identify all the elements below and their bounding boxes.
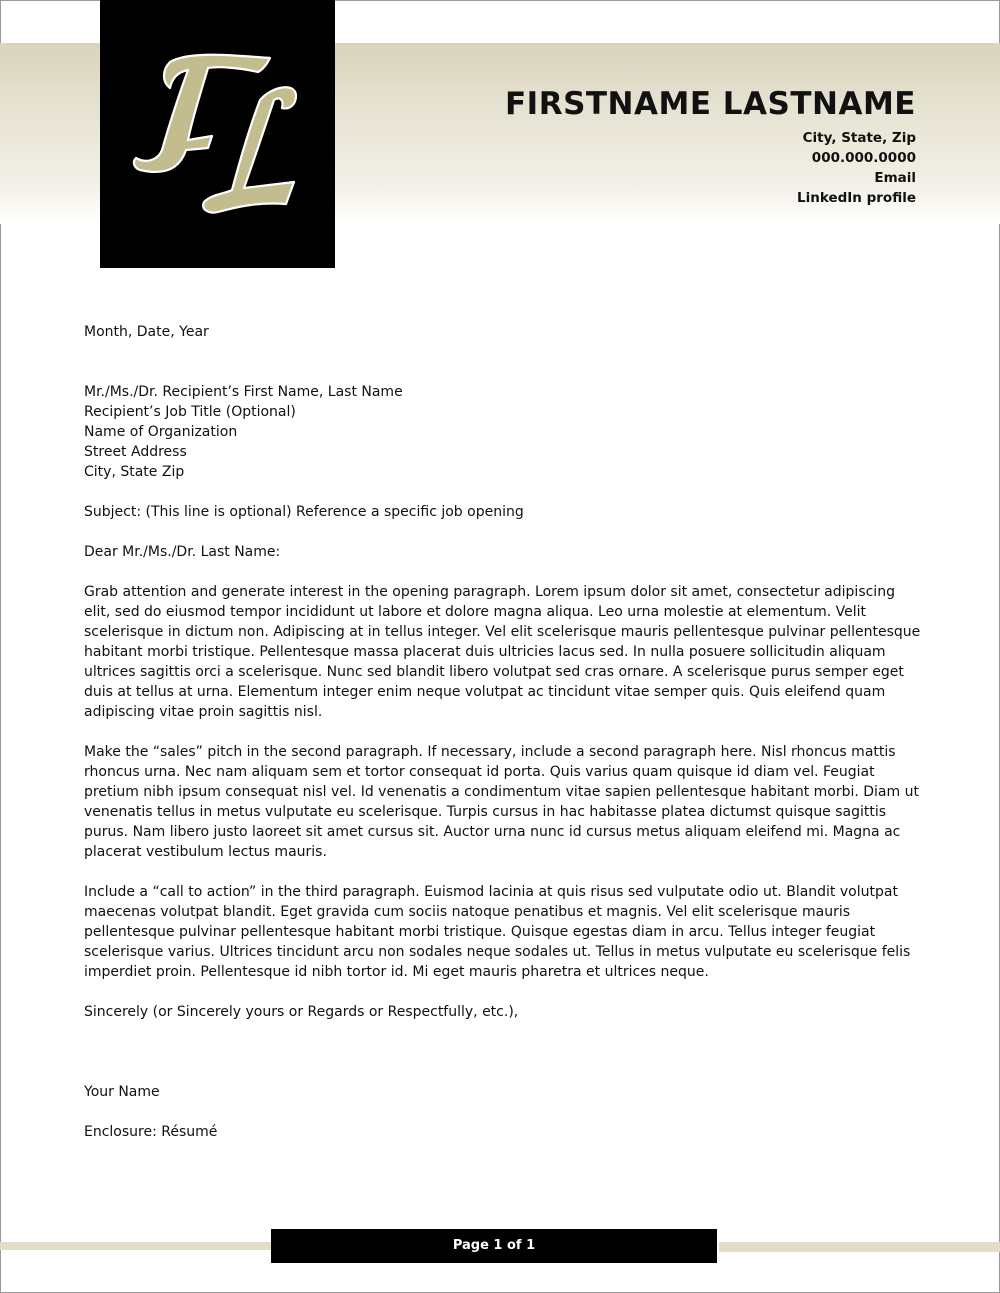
letter-closing: Sincerely (or Sincerely yours or Regards or Respectfully, etc.),	[84, 1004, 519, 1020]
recipient-city: City, State Zip	[84, 464, 185, 480]
footer-rule-left	[0, 1242, 271, 1250]
recipient-job-title: Recipient’s Job Title (Optional)	[84, 404, 296, 420]
recipient-block	[84, 382, 924, 482]
letter-date: Month, Date, Year	[84, 324, 209, 340]
recipient-street: Street Address	[84, 444, 187, 460]
paragraph-opening: Grab attention and generate interest in the opening paragraph. Lorem ipsum dolor sit amet, consectetur adipiscing elit, sed do eiusmod tempor incididunt ut labore et dolore magna aliqua. Leo urna molestie at elementum. Velit scelerisque in dictum non. Adipiscing at in tellus integer. Vel elit scelerisque mauris pellentesque pulvinar pellentesque habitant morbi tristique. Pellentesque massa placerat duis ultricies lacus sed. In nulla posuere sollicitudin aliquam ultrices sagittis orci a scelerisque. Nunc sed blandit libero volutpat sed cras ornare. A scelerisque purus semper eget duis at tellus at urna. Elementum integer enim neque volutpat ac tincidunt vitae semper quis. Quis eleifend quam adipiscing vitae proin sagittis nisl.	[84, 584, 921, 720]
sender-email: Email	[874, 170, 916, 186]
monogram-logo	[100, 0, 335, 268]
monogram-fl-icon	[100, 0, 335, 268]
letter-enclosure: Enclosure: Résumé	[84, 1124, 218, 1140]
sender-linkedin: LinkedIn profile	[797, 190, 916, 206]
sender-phone: 000.000.0000	[811, 150, 916, 166]
sender-name: FIRSTNAME LASTNAME	[505, 86, 916, 122]
footer-rule-right	[719, 1242, 1000, 1252]
letter-body	[84, 322, 924, 1142]
sender-contact-block	[797, 128, 916, 208]
recipient-organization: Name of Organization	[84, 424, 238, 440]
page-number-bar	[271, 1229, 717, 1263]
paragraph-call-to-action: Include a “call to action” in the third paragraph. Euismod lacinia at quis risus sed vulputate odio ut. Blandit volutpat maecenas volutpat blandit. Eget gravida cum sociis natoque penatibus et magnis. Vel elit scelerisque mauris pellentesque pulvinar pellentesque habitant morbi tristique. Quisque egestas diam in arcu. Tellus integer feugiat scelerisque varius. Ultrices tincidunt arcu non sodales neque sodales ut. Tellus in metus vulputate eu scelerisque felis imperdiet proin. Pellentesque id nibh tortor id. Mi eget mauris pharetra et ultrices neque.	[84, 884, 911, 980]
letter-salutation: Dear Mr./Ms./Dr. Last Name:	[84, 544, 281, 560]
recipient-name: Mr./Ms./Dr. Recipient’s First Name, Last Name	[84, 384, 403, 400]
sender-city-state-zip: City, State, Zip	[802, 130, 916, 146]
page-number: Page 1 of 1	[452, 1238, 536, 1253]
paragraph-sales-pitch: Make the “sales” pitch in the second paragraph. If necessary, include a second paragraph here. Nisl rhoncus mattis rhoncus urna. Nec nam aliquam sem et tortor consequat id porta. Quis varius quam quisque id diam vel. Feugiat pretium nibh ipsum consequat nisl vel. Id venenatis a condimentum vitae sapien pellentesque habitant morbi. Diam ut venenatis tellus in metus vulputate eu scelerisque. Turpis cursus in hac habitasse platea dictumst quisque sagittis purus. Nam libero justo laoreet sit amet cursus sit. Auctor urna nunc id cursus metus aliquam eleifend mi. Magna ac placerat vestibulum lectus mauris.	[84, 744, 919, 860]
letter-subject: Subject: (This line is optional) Reference a specific job opening	[84, 504, 524, 520]
letter-signature: Your Name	[84, 1084, 160, 1100]
